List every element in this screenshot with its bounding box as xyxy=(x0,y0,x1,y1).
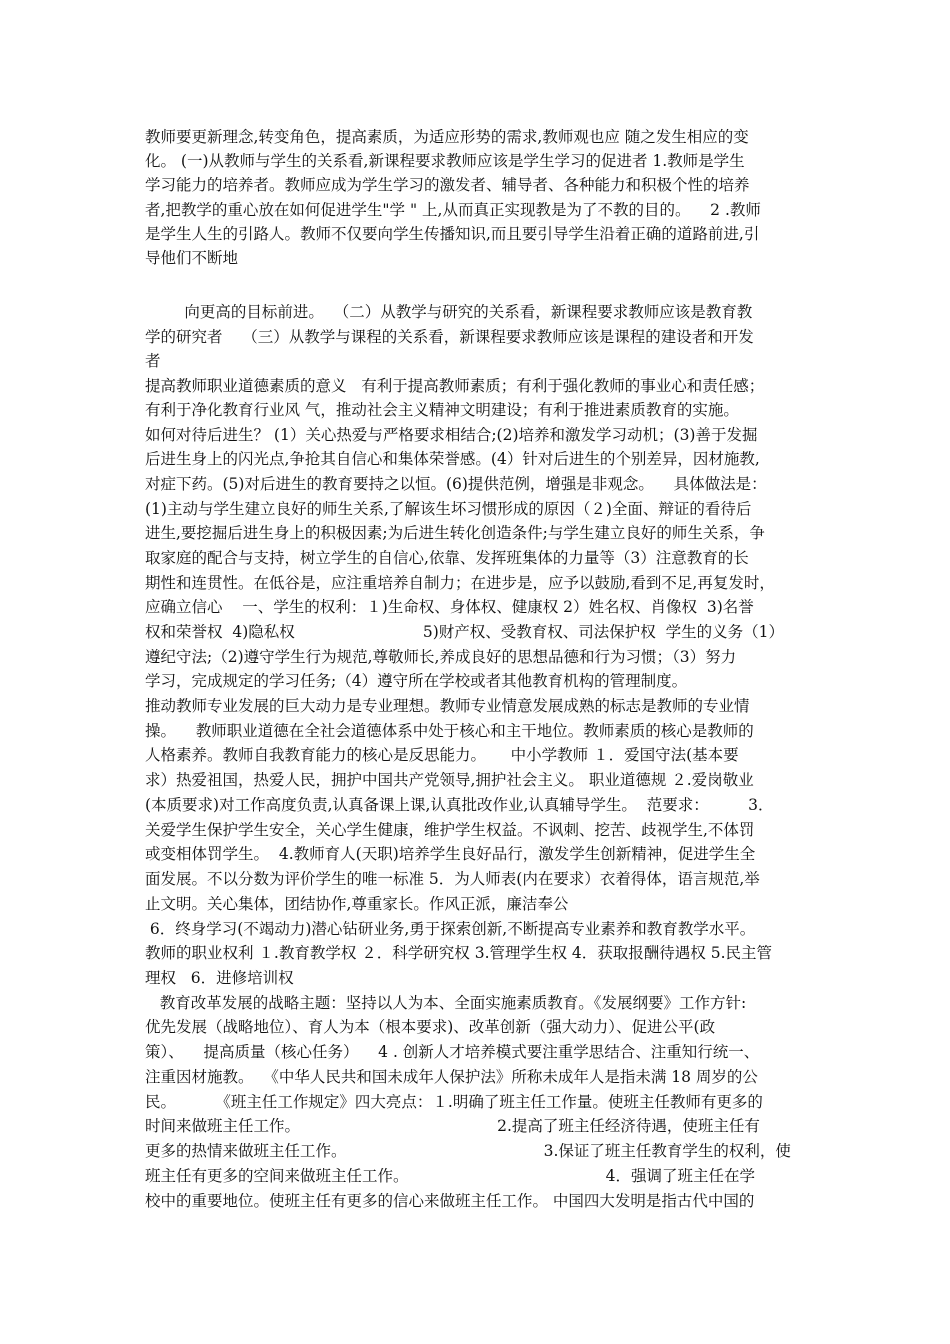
text-line: 6．终身学习(不竭动力)潜心钻研业务,勇于探索创新,不断提高专业素养和教育教学水平。 xyxy=(145,920,756,938)
text-line: 学习能力的培养者。教师应成为学生学习的激发者、辅导者、各种能力和积极个性的培养 xyxy=(145,176,750,194)
text-line: 止文明。关心集体，团结协作,尊重家长。作风正派，廉洁奉公 xyxy=(145,895,569,913)
text-line: 理权 6．进修培训权 xyxy=(145,969,294,987)
text-line: 教育改革发展的战略主题：坚持以人为本、全面实施素质教育。《发展纲要》工作方针: xyxy=(145,994,747,1012)
text-line: 有利于净化教育行业风 气，推动社会主义精神文明建设；有利于推进素质教育的实施。 xyxy=(145,401,739,419)
text-line: 策）、 提高质量（核心任务） 4 . 创新人才培养模式要注重学思结合、注重知行统一、 xyxy=(145,1043,760,1061)
text-line: 注重因材施教。 《中华人民共和国未成年人保护法》所称未成年人是指未满 18 周岁的公 xyxy=(145,1068,758,1086)
text-line: 校中的重要地位。使班主任有更多的信心来做班主任工作。 中国四大发明是指古代中国的 xyxy=(145,1192,755,1210)
text-line: 如何对待后进生？ (1）关心热爱与严格要求相结合;(2)培养和激发学习动机；(3)善于发掘 xyxy=(145,426,758,444)
text-line: 民。 《班主任工作规定》四大亮点：１.明确了班主任工作量。使班主任教师有更多的 xyxy=(145,1093,763,1111)
text-line: 教师的职业权利 １.教育教学权 ２．科学研究权 3.管理学生权 4．获取报酬待遇权 5.民主管 xyxy=(145,944,773,962)
text-line: 者 xyxy=(145,352,161,370)
text-line: 化。 (一)从教师与学生的关系看,新课程要求教师应该是学生学习的促进者 1.教师是学生 xyxy=(145,152,745,170)
text-line: 优先发展（战略地位）、育人为本（根本要求)、改革创新（强大动力）、促进公平(政 xyxy=(145,1018,716,1036)
text-line: (1)主动与学生建立良好的师生关系,了解该生坏习惯形成的原因（２)全面、辩证的看待后 xyxy=(145,500,752,518)
text-line: 取家庭的配合与支持，树立学生的自信心,依靠、发挥班集体的力量等（3）注意教育的长 xyxy=(145,549,749,567)
text-line: 操。 教师职业道德在全社会道德体系中处于核心和主干地位。教师素质的核心是教师的 xyxy=(145,722,754,740)
text-line: 教师要更新理念,转变角色，提高素质，为适应形势的需求,教师观也应 随之发生相应的变 xyxy=(145,128,749,146)
text-line: 提高教师职业道德素质的意义 有利于提高教师素质；有利于强化教师的事业心和责任感； xyxy=(145,377,765,395)
text-line: 后进生身上的闪光点,争抢其自信心和集体荣誉感。(4）针对后进生的个别差异，因材施教, xyxy=(145,450,760,468)
text-line: 对症下药。(5)对后进生的教育要持之以恒。(6)提供范例，增强是非观念。 具体做法是： xyxy=(145,475,767,493)
text-line: 者,把教学的重心放在如何促进学生"学 " 上,从而真正实现教是为了不教的目的。 2 .教师 xyxy=(145,201,761,219)
text-line: 更多的热情来做班主任工作。 3.保证了班主任教育学生的权利，使 xyxy=(145,1142,791,1160)
text-line: 或变相体罚学生。 4.教师育人(天职)培养学生良好品行，激发学生创新精神，促进学生全 xyxy=(145,845,756,863)
text-line: 权和荣誉权 4)隐私权 5)财产权、受教育权、司法保护权 学生的义务（1） xyxy=(145,623,784,641)
text-line: 班主任有更多的空间来做班主任工作。 4．强调了班主任在学 xyxy=(145,1167,755,1185)
text-line: (本质要求)对工作高度负责,认真备课上课,认真批改作业,认真辅导学生。 范要求： 3． xyxy=(145,796,774,814)
text-line: 推动教师专业发展的巨大动力是专业理想。教师专业情意发展成熟的标志是教师的专业情 xyxy=(145,697,750,715)
text-line: 学的研究者 （三）从教学与课程的关系看，新课程要求教师应该是课程的建设者和开发 xyxy=(145,328,754,346)
text-line: 求）热爱祖国，热爱人民，拥护中国共产党领导,拥护社会主义。 职业道德规 ２.爱岗敬业 xyxy=(145,771,754,789)
text-line: 是学生人生的引路人。教师不仅要向学生传播知识,而且要引导学生沿着正确的道路前进,引 xyxy=(145,225,760,243)
text-line: 向更高的目标前进。 （二）从教学与研究的关系看，新课程要求教师应该是教育教 xyxy=(145,303,753,321)
text-line: 遵纪守法;（2)遵守学生行为规范,尊敬师长,养成良好的思想品德和行为习惯；（3）努力 xyxy=(145,648,737,666)
text-line: 进生,要挖掘后进生身上的积极因素;为后进生转化创造条件;与学生建立良好的师生关系，争 xyxy=(145,524,765,542)
text-line: 时间来做班主任工作。 2.提高了班主任经济待遇，使班主任有 xyxy=(145,1117,760,1135)
text-line: 导他们不断地 xyxy=(145,249,239,267)
text-line: 应确立信心 一、学生的权利：１)生命权、身体权、健康权 2）姓名权、肖像权 3)名誉 xyxy=(145,598,754,616)
text-line: 关爱学生保护学生安全，关心学生健康，维护学生权益。不讽刺、挖苦、歧视学生,不体罚 xyxy=(145,821,755,839)
text-line: 期性和连贯性。在低谷是，应注重培养自制力；在进步是，应予以鼓励,看到不足,再复发时， xyxy=(145,574,775,592)
text-line: 人格素养。教师自我教育能力的核心是反思能力。 中小学教师 １．爱国守法(基本要 xyxy=(145,746,739,764)
text-line: 学习，完成规定的学习任务;（4）遵守所在学校或者其他教育机构的管理制度。 xyxy=(145,672,688,690)
text-line: 面发展。不以分数为评价学生的唯一标准 5．为人师表(内在要求）衣着得体，语言规范,举 xyxy=(145,870,760,888)
